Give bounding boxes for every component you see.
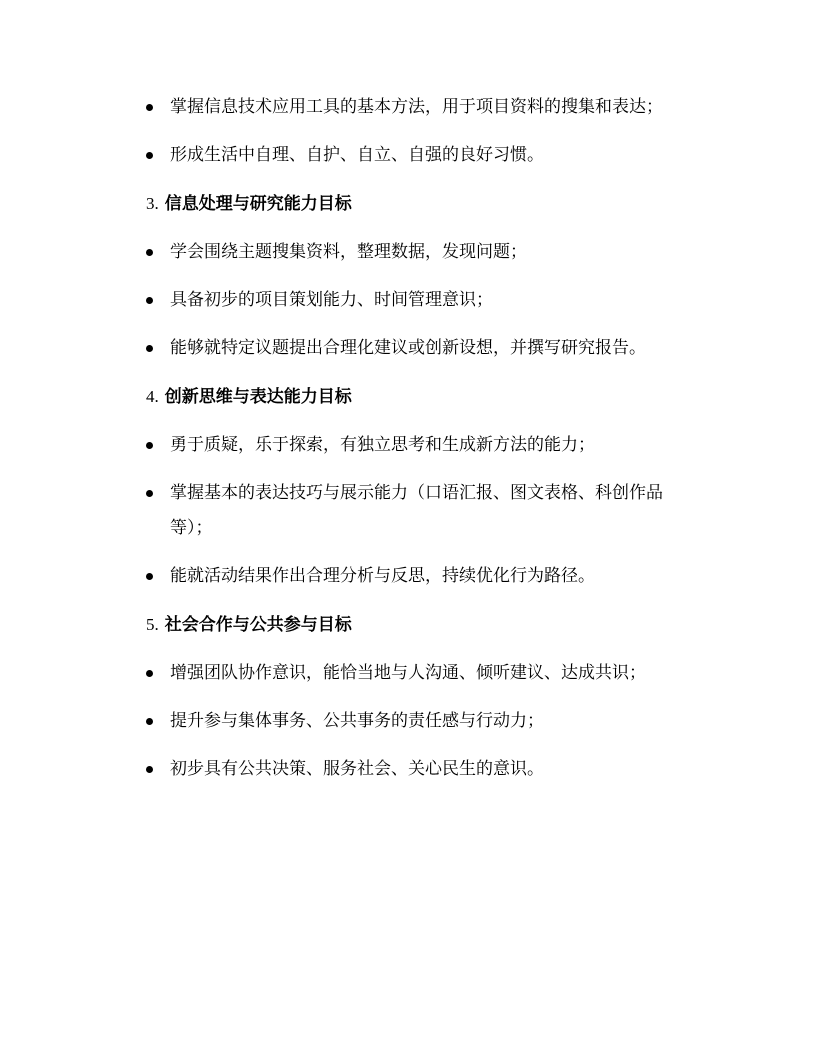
section-heading	[0, 379, 816, 415]
list-item	[0, 656, 700, 691]
bullet-icon	[146, 345, 153, 352]
bullet-icon	[146, 718, 153, 725]
bullet-icon	[146, 670, 153, 677]
section-title: 创新思维与表达能力目标	[164, 387, 352, 407]
list-item	[0, 428, 700, 463]
bullet-icon	[146, 249, 153, 256]
list-item-text: 增强团队协作意识，能恰当地与人沟通、倾听建议、达成共识；	[170, 663, 646, 683]
list-item	[0, 752, 700, 787]
list-item	[0, 559, 700, 594]
list-item-text: 学会围绕主题搜集资料，整理数据，发现问题；	[170, 242, 527, 262]
bullet-icon	[146, 104, 153, 111]
list-item	[0, 476, 700, 546]
list-item-text: 能就活动结果作出合理分析与反思，持续优化行为路径。	[170, 566, 595, 586]
list-item-text: 掌握基本的表达技巧与展示能力（口语汇报、图文表格、科创作品等）；	[170, 483, 663, 538]
section-number: 4.	[146, 387, 159, 406]
list-item-text: 勇于质疑，乐于探索，有独立思考和生成新方法的能力；	[170, 435, 595, 455]
list-item	[0, 331, 700, 366]
section-title: 社会合作与公共参与目标	[164, 615, 352, 635]
list-item	[0, 283, 700, 318]
document-content	[0, 90, 816, 800]
bullet-icon	[146, 766, 153, 773]
bullet-icon	[146, 297, 153, 304]
section-title: 信息处理与研究能力目标	[164, 194, 352, 214]
list-item-text: 初步具有公共决策、服务社会、关心民生的意识。	[170, 759, 544, 779]
list-item-text: 具备初步的项目策划能力、时间管理意识；	[170, 290, 493, 310]
list-item	[0, 90, 700, 125]
bullet-icon	[146, 152, 153, 159]
section-number: 5.	[146, 615, 159, 634]
list-item	[0, 235, 700, 270]
section-heading	[0, 607, 816, 643]
bullet-icon	[146, 442, 153, 449]
list-item-text: 提升参与集体事务、公共事务的责任感与行动力；	[170, 711, 544, 731]
section-number: 3.	[146, 194, 159, 213]
list-item	[0, 704, 700, 739]
bullet-icon	[146, 573, 153, 580]
section-heading	[0, 186, 816, 222]
list-item-text: 形成生活中自理、自护、自立、自强的良好习惯。	[170, 145, 544, 165]
list-item	[0, 138, 700, 173]
list-item-text: 能够就特定议题提出合理化建议或创新设想，并撰写研究报告。	[170, 338, 646, 358]
bullet-icon	[146, 490, 153, 497]
list-item-text: 掌握信息技术应用工具的基本方法，用于项目资料的搜集和表达；	[170, 97, 663, 117]
